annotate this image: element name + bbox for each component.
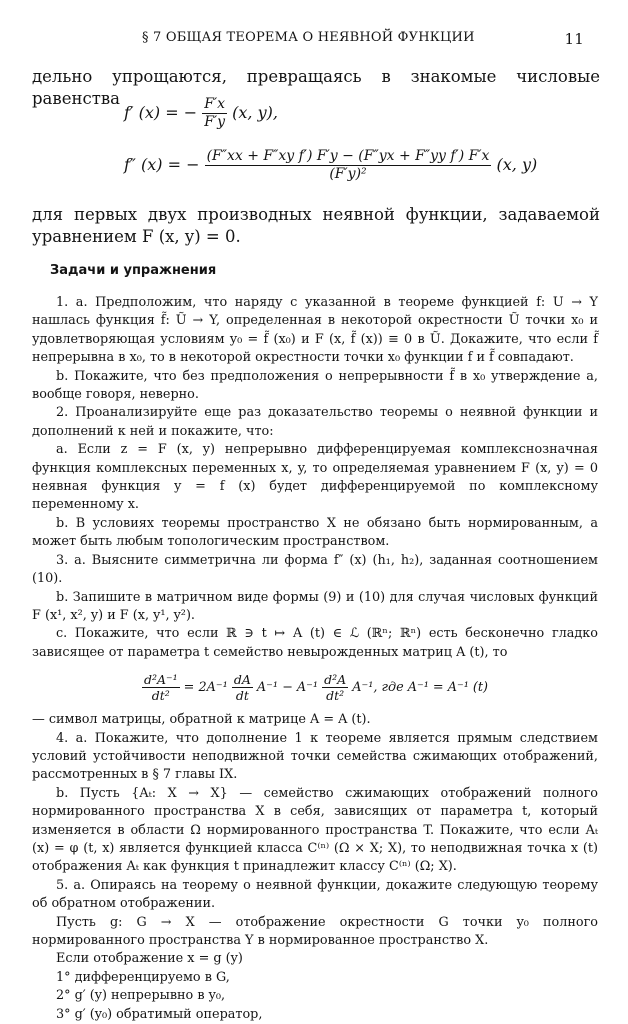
denominator: (F′y)² <box>329 166 367 182</box>
numerator: d²A <box>324 672 347 688</box>
paragraph: 5. a. Опираясь на теорему о неявной функции, докажите следующую теорему об обратном отображении. <box>32 877 598 912</box>
denominator: F′y <box>204 114 226 130</box>
list-item: 3° g′ (y₀) обратимый оператор, <box>56 1006 263 1022</box>
formula-lhs: f″ (x) = − <box>124 155 200 174</box>
fraction <box>202 96 227 131</box>
formula-rhs: (x, y) <box>496 155 538 174</box>
numerator: F′x <box>202 96 227 114</box>
formula-first-derivative <box>124 96 278 131</box>
intro-after: для первых двух производных неявной функции, задаваемой уравнением F (x, y) = 0. <box>32 205 600 246</box>
matrix-equation <box>32 672 598 703</box>
intro-line: дельно упрощаются, превращаясь в знакомые числовые равенства <box>32 67 600 108</box>
paragraph: 4. a. Покажите, что дополнение 1 к теореме является прямым следствием условий устойчивости неподвижной точки семейства сжимающих отображений, рассмотренных в § 7 главы IX. <box>32 730 598 783</box>
equation-part: A⁻¹, где A⁻¹ = A⁻¹ (t) <box>352 680 489 696</box>
paragraph: b. Пусть {Aₜ: X → X} — семейство сжимающих отображений полного нормированного пространства X в себя, зависящих от параметра t, который изменяется в области Ω нормированного пространства T. Покажите, что если Aₜ (x) = φ (t, x) является функцией класса C⁽ⁿ⁾ (Ω × X; X), то неподвижная точка x (t) отображения Aₜ как функция t принадлежит классу C⁽ⁿ⁾ (Ω; X). <box>32 785 598 875</box>
paragraph: b. Покажите, что без предположения о непрерывности f̃ в x₀ утверждение a, вообще говоря, неверно. <box>32 368 598 403</box>
paragraph: Если отображение x = g (y) <box>56 951 243 967</box>
equation-part: A⁻¹ − A⁻¹ <box>256 680 319 696</box>
denominator: dt² <box>151 688 170 704</box>
fraction <box>232 672 253 703</box>
paragraph: 2. Проанализируйте еще раз доказательство теоремы о неявной функции и дополнений к ней и покажите, что: <box>32 405 598 439</box>
numerator: d²A⁻¹ <box>143 672 178 688</box>
fraction <box>205 148 492 183</box>
formula-second-derivative <box>124 148 537 183</box>
paragraph: a. Если z = F (x, y) непрерывно дифференцируемая комплекснозначная функция комплексных переменных x, y, то определяемая уравнением F (x, y) = 0 неявная функция y = f (x) будет дифференцируемой по комплексному переменному x. <box>32 442 598 513</box>
paragraph: b. Запишите в матричном виде формы (9) и (10) для случая числовых функций F (x¹, x², y) и F (x, y¹, y²). <box>32 589 598 623</box>
list-item: 1° дифференцируемо в G, <box>56 969 230 985</box>
section-title: § 7 ОБЩАЯ ТЕОРЕМА О НЕЯВНОЙ ФУНКЦИИ <box>142 30 475 45</box>
numerator: dA <box>233 672 251 688</box>
denominator: dt² <box>326 688 345 704</box>
list-item: 2° g′ (y) непрерывно в y₀, <box>56 988 226 1004</box>
formula-lhs: f′ (x) = − <box>124 103 198 122</box>
fraction <box>142 672 180 703</box>
paragraph: c. Покажите, что если ℝ ∋ t ↦ A (t) ∈ ℒ (ℝⁿ; ℝⁿ) есть бесконечно гладко зависящее от параметра t семейство невырожденных матриц A (t), то <box>32 626 598 660</box>
equation-part: = 2A⁻¹ <box>183 680 228 696</box>
paragraph: 1. a. Предположим, что наряду с указанной в теореме функцией f: U → Y нашлась функция f̃: Ũ → Y, определенная в некоторой окрестности Ũ точки x₀ и удовлетворяющая условиям y₀ = f̃ (x₀) и F (x, f̃ (x)) ≡ 0 в Ũ. Докажите, что если f̃ непрерывна в x₀, то в некоторой окрестности точки x₀ функции f и f̃ совпадают. <box>32 295 598 366</box>
denominator: dt <box>235 688 249 704</box>
numerator: (F″xx + F″xy f′) F′y − (F″yx + F″yy f′) F′x <box>206 148 490 164</box>
paragraph: — символ матрицы, обратной к матрице A = A (t). <box>32 712 371 728</box>
section-heading: Задачи и упражнения <box>50 263 217 278</box>
exercises-body <box>32 294 598 1024</box>
formula-rhs: (x, y), <box>232 103 278 122</box>
paragraph: 3. a. Выясните симметрична ли форма f″ (x) (h₁, h₂), заданная соотношением (10). <box>32 552 598 587</box>
fraction <box>322 672 348 703</box>
paragraph: Пусть g: G → X — отображение окрестности G точки y₀ полного нормированного пространства Y в нормированное пространство X. <box>32 914 598 948</box>
page-number: 11 <box>564 30 584 48</box>
paragraph: b. В условиях теоремы пространство X не обязано быть нормированным, а может быть любым топологическим пространством. <box>32 515 598 550</box>
